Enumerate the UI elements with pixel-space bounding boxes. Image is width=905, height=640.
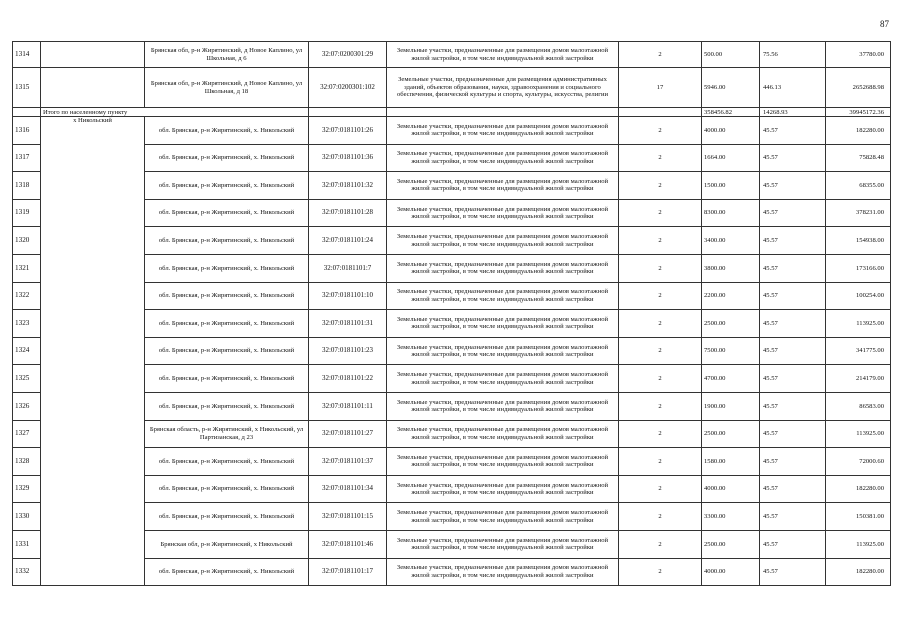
address-cell: обл. Брянская, р-н Жирятинский, х. Никольский [145,337,309,365]
area-cell: 4000.00 [702,117,760,145]
cadastral-value-cell: 182280.00 [826,558,891,586]
area-cell: 8300.00 [702,199,760,227]
row-number: 1323 [13,310,41,338]
specific-value-cell: 45.57 [760,310,826,338]
specific-value-cell: 45.57 [760,503,826,531]
total-empty-cell [619,108,702,117]
land-use-cell: Земельные участки, предназначенные для размещения домов малоэтажной жилой застройки, в том числе индивидуальной жилой застройки [387,448,619,476]
use-group-cell: 2 [619,144,702,172]
cadastral-value-cell: 72000.60 [826,448,891,476]
total-area: 358456.82 [702,108,760,117]
cadastral-number-cell: 32:07:0181101:15 [309,503,387,531]
land-use-cell: Земельные участки, предназначенные для размещения домов малоэтажной жилой застройки, в том числе индивидуальной жилой застройки [387,337,619,365]
area-cell: 3300.00 [702,503,760,531]
address-cell: обл. Брянская, р-н Жирятинский, х. Никольский [145,503,309,531]
cadastral-value-cell: 378231.00 [826,199,891,227]
cadastral-value-cell: 341775.00 [826,337,891,365]
address-cell: обл. Брянская, р-н Жирятинский, х. Никольский [145,254,309,282]
land-use-cell: Земельные участки, предназначенные для размещения домов малоэтажной жилой застройки, в том числе индивидуальной жилой застройки [387,117,619,145]
address-cell: обл. Брянская, р-н Жирятинский, х. Никольский [145,199,309,227]
table-row [13,530,891,558]
cadastral-number-cell: 32:07:0200301:102 [309,68,387,108]
table-row [13,117,891,145]
land-use-cell: Земельные участки, предназначенные для размещения домов малоэтажной жилой застройки, в том числе индивидуальной жилой застройки [387,503,619,531]
area-cell: 2200.00 [702,282,760,310]
table-row [13,42,891,68]
address-cell: обл. Брянская, р-н Жирятинский, х. Никольский [145,144,309,172]
row-number: 1315 [13,68,41,108]
row-number: 1317 [13,144,41,172]
land-use-cell: Земельные участки, предназначенные для размещения домов малоэтажной жилой застройки, в том числе индивидуальной жилой застройки [387,420,619,448]
land-use-cell: Земельные участки, предназначенные для размещения домов малоэтажной жилой застройки, в том числе индивидуальной жилой застройки [387,172,619,200]
land-use-cell: Земельные участки, предназначенные для размещения домов малоэтажной жилой застройки, в том числе индивидуальной жилой застройки [387,530,619,558]
row-number: 1326 [13,392,41,420]
cadastral-value-table [12,41,891,586]
cadastral-value-cell: 37780.00 [826,42,891,68]
specific-value-cell: 446.13 [760,68,826,108]
cadastral-number-cell: 32:07:0181101:22 [309,365,387,393]
address-cell: Брянская область, р-н Жирятинский, х Никольский, ул Партизанская, д 23 [145,420,309,448]
specific-value-cell: 75.56 [760,42,826,68]
cadastral-value-cell: 182280.00 [826,475,891,503]
area-cell: 4000.00 [702,558,760,586]
locality-total-row [13,108,891,117]
use-group-cell: 2 [619,282,702,310]
cadastral-value-cell: 113925.00 [826,310,891,338]
cadastral-number-cell: 32:07:0181101:10 [309,282,387,310]
row-number: 1319 [13,199,41,227]
area-cell: 7500.00 [702,337,760,365]
use-group-cell: 2 [619,448,702,476]
address-cell: обл. Брянская, р-н Жирятинский, х. Никольский [145,310,309,338]
specific-value-cell: 45.57 [760,558,826,586]
use-group-cell: 2 [619,42,702,68]
page-number: 87 [880,19,889,29]
cadastral-number-cell: 32:07:0181101:28 [309,199,387,227]
use-group-cell: 17 [619,68,702,108]
table-row [13,337,891,365]
specific-value-cell: 45.57 [760,392,826,420]
locality-cell [41,42,145,68]
locality-cell [41,68,145,108]
row-number: 1314 [13,42,41,68]
land-use-cell: Земельные участки, предназначенные для размещения домов малоэтажной жилой застройки, в том числе индивидуальной жилой застройки [387,144,619,172]
cadastral-value-cell: 86583.00 [826,392,891,420]
area-cell: 1500.00 [702,172,760,200]
specific-value-cell: 45.57 [760,254,826,282]
address-cell: обл. Брянская, р-н Жирятинский, х. Никольский [145,227,309,255]
use-group-cell: 2 [619,530,702,558]
cadastral-number-cell: 32:07:0181101:7 [309,254,387,282]
specific-value-cell: 45.57 [760,420,826,448]
table-row [13,475,891,503]
cadastral-value-cell: 214179.00 [826,365,891,393]
area-cell: 5946.00 [702,68,760,108]
table-body [13,42,891,586]
cadastral-value-cell: 75828.48 [826,144,891,172]
use-group-cell: 2 [619,420,702,448]
area-cell: 4700.00 [702,365,760,393]
cadastral-value-cell: 113925.00 [826,530,891,558]
area-cell: 1900.00 [702,392,760,420]
specific-value-cell: 45.57 [760,365,826,393]
table-row [13,365,891,393]
land-use-cell: Земельные участки, предназначенные для размещения домов малоэтажной жилой застройки, в том числе индивидуальной жилой застройки [387,365,619,393]
use-group-cell: 2 [619,310,702,338]
row-number: 1328 [13,448,41,476]
table-row [13,199,891,227]
use-group-cell: 2 [619,475,702,503]
land-use-cell: Земельные участки, предназначенные для размещения административных зданий, объектов образования, науки, здравоохранения и социального обеспечения, физической культуры и спорта, культуры, искусства, религии [387,68,619,108]
cadastral-value-cell: 113925.00 [826,420,891,448]
specific-value-cell: 45.57 [760,530,826,558]
row-number: 1318 [13,172,41,200]
row-number: 1329 [13,475,41,503]
use-group-cell: 2 [619,392,702,420]
cadastral-number-cell: 32:07:0181101:46 [309,530,387,558]
use-group-cell: 2 [619,199,702,227]
land-use-cell: Земельные участки, предназначенные для размещения домов малоэтажной жилой застройки, в том числе индивидуальной жилой застройки [387,282,619,310]
total-specific-value: 14268.93 [760,108,826,117]
use-group-cell: 2 [619,254,702,282]
row-number: 1324 [13,337,41,365]
use-group-cell: 2 [619,365,702,393]
cadastral-number-cell: 32:07:0181101:34 [309,475,387,503]
specific-value-cell: 45.57 [760,448,826,476]
table-row [13,172,891,200]
use-group-cell: 2 [619,558,702,586]
land-use-cell: Земельные участки, предназначенные для размещения домов малоэтажной жилой застройки, в том числе индивидуальной жилой застройки [387,392,619,420]
specific-value-cell: 45.57 [760,282,826,310]
cadastral-value-cell: 154938.00 [826,227,891,255]
area-cell: 500.00 [702,42,760,68]
use-group-cell: 2 [619,227,702,255]
address-cell: Брянская обл, р-н Жирятинский, д Новое Каплино, ул Школьная, д 18 [145,68,309,108]
cadastral-value-cell: 68355.00 [826,172,891,200]
area-cell: 2500.00 [702,310,760,338]
row-number: 1322 [13,282,41,310]
specific-value-cell: 45.57 [760,117,826,145]
row-number: 1327 [13,420,41,448]
cadastral-number-cell: 32:07:0181101:37 [309,448,387,476]
land-use-cell: Земельные участки, предназначенные для размещения домов малоэтажной жилой застройки, в том числе индивидуальной жилой застройки [387,227,619,255]
table-row [13,392,891,420]
row-number: 1332 [13,558,41,586]
locality-cell: х Никольский [41,117,145,586]
land-use-cell: Земельные участки, предназначенные для размещения домов малоэтажной жилой застройки, в том числе индивидуальной жилой застройки [387,475,619,503]
cadastral-number-cell: 32:07:0181101:36 [309,144,387,172]
table-row [13,558,891,586]
total-cadastral-value: 39945172.36 [826,108,891,117]
specific-value-cell: 45.57 [760,475,826,503]
area-cell: 1580.00 [702,448,760,476]
cadastral-number-cell: 32:07:0181101:23 [309,337,387,365]
cadastral-number-cell: 32:07:0181101:27 [309,420,387,448]
land-use-cell: Земельные участки, предназначенные для размещения домов малоэтажной жилой застройки, в том числе индивидуальной жилой застройки [387,310,619,338]
area-cell: 3400.00 [702,227,760,255]
land-use-cell: Земельные участки, предназначенные для размещения домов малоэтажной жилой застройки, в том числе индивидуальной жилой застройки [387,254,619,282]
total-number-cell [13,108,41,117]
area-cell: 2500.00 [702,530,760,558]
specific-value-cell: 45.57 [760,144,826,172]
cadastral-number-cell: 32:07:0181101:17 [309,558,387,586]
total-empty-cell [309,108,387,117]
address-cell: обл. Брянская, р-н Жирятинский, х. Никольский [145,117,309,145]
specific-value-cell: 45.57 [760,337,826,365]
cadastral-number-cell: 32:07:0181101:11 [309,392,387,420]
table-row [13,144,891,172]
table-row [13,503,891,531]
cadastral-number-cell: 32:07:0181101:31 [309,310,387,338]
table-row [13,282,891,310]
land-use-cell: Земельные участки, предназначенные для размещения домов малоэтажной жилой застройки, в том числе индивидуальной жилой застройки [387,42,619,68]
row-number: 1321 [13,254,41,282]
row-number: 1316 [13,117,41,145]
cadastral-number-cell: 32:07:0181101:32 [309,172,387,200]
table-row [13,68,891,108]
address-cell: Брянская обл, р-н Жирятинский, д Новое Каплино, ул Школьная, д 6 [145,42,309,68]
address-cell: обл. Брянская, р-н Жирятинский, х. Никольский [145,475,309,503]
table-row [13,420,891,448]
total-label: Итого по населенному пункту [41,108,309,117]
total-empty-cell [387,108,619,117]
use-group-cell: 2 [619,172,702,200]
land-use-cell: Земельные участки, предназначенные для размещения домов малоэтажной жилой застройки, в том числе индивидуальной жилой застройки [387,199,619,227]
address-cell: обл. Брянская, р-н Жирятинский, х. Никольский [145,172,309,200]
land-use-cell: Земельные участки, предназначенные для размещения домов малоэтажной жилой застройки, в том числе индивидуальной жилой застройки [387,558,619,586]
specific-value-cell: 45.57 [760,172,826,200]
address-cell: обл. Брянская, р-н Жирятинский, х. Никольский [145,392,309,420]
row-number: 1320 [13,227,41,255]
cadastral-number-cell: 32:07:0181101:24 [309,227,387,255]
table-row [13,310,891,338]
area-cell: 2500.00 [702,420,760,448]
cadastral-value-cell: 150381.00 [826,503,891,531]
table-row [13,448,891,476]
area-cell: 4000.00 [702,475,760,503]
use-group-cell: 2 [619,117,702,145]
row-number: 1325 [13,365,41,393]
use-group-cell: 2 [619,337,702,365]
area-cell: 3800.00 [702,254,760,282]
table-row [13,227,891,255]
specific-value-cell: 45.57 [760,227,826,255]
specific-value-cell: 45.57 [760,199,826,227]
address-cell: обл. Брянская, р-н Жирятинский, х. Никольский [145,448,309,476]
cadastral-value-cell: 2652688.98 [826,68,891,108]
table-row [13,254,891,282]
cadastral-value-cell: 100254.00 [826,282,891,310]
address-cell: обл. Брянская, р-н Жирятинский, х. Никольский [145,558,309,586]
cadastral-value-cell: 182280.00 [826,117,891,145]
address-cell: обл. Брянская, р-н Жирятинский, х. Никольский [145,365,309,393]
address-cell: обл. Брянская, р-н Жирятинский, х. Никольский [145,282,309,310]
cadastral-number-cell: 32:07:0200301:29 [309,42,387,68]
use-group-cell: 2 [619,503,702,531]
address-cell: Брянская обл, р-н Жирятинский, х Никольский [145,530,309,558]
cadastral-number-cell: 32:07:0181101:26 [309,117,387,145]
cadastral-value-cell: 173166.00 [826,254,891,282]
area-cell: 1664.00 [702,144,760,172]
row-number: 1330 [13,503,41,531]
row-number: 1331 [13,530,41,558]
